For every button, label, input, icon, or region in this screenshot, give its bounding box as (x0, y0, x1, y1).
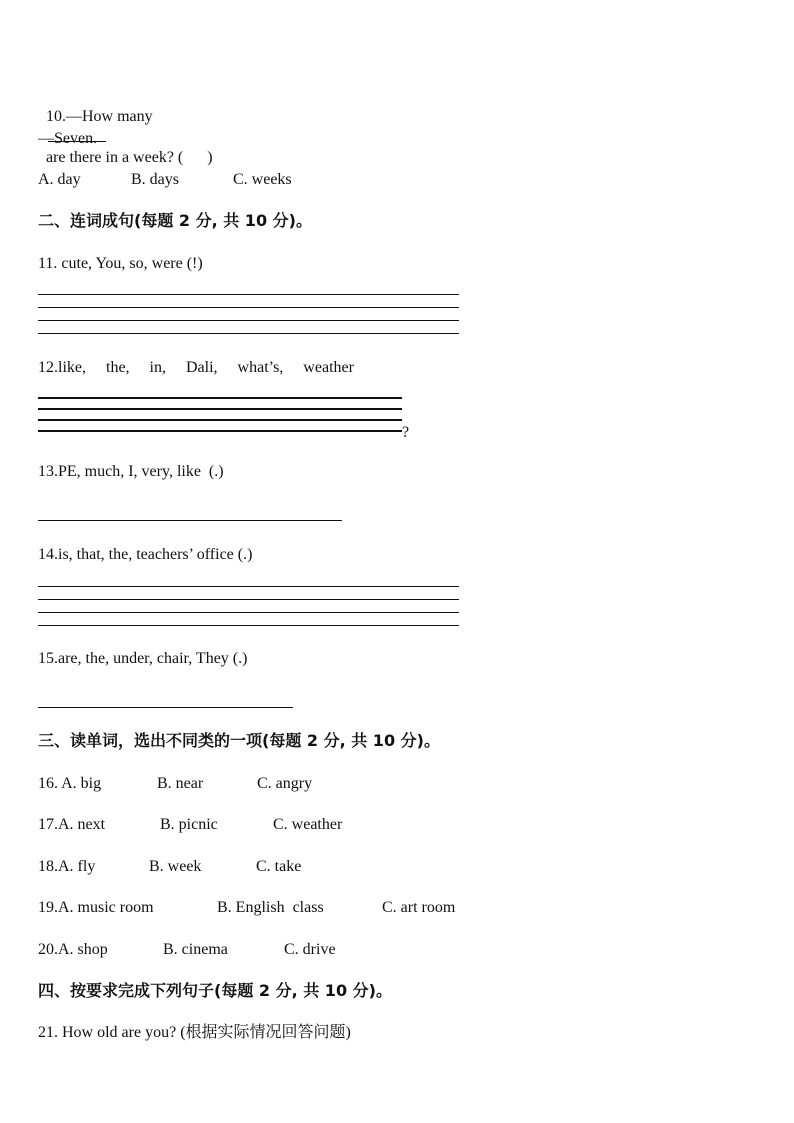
question-mark: ? (402, 424, 410, 441)
answer-line[interactable] (38, 294, 459, 295)
question-20-option-c: C. drive (284, 941, 336, 958)
question-18-option-a: 18.A. fly (38, 858, 96, 875)
answer-line (38, 599, 459, 600)
answer-line[interactable] (38, 586, 459, 587)
answer-line (38, 408, 402, 410)
answer-line (38, 612, 459, 613)
question-10 (38, 87, 213, 168)
question-19-option-a: 19.A. music room (38, 899, 154, 916)
question-10-prefix: 10.—How many (46, 108, 153, 125)
question-10-suffix: are there in a week? ( ) (46, 149, 213, 166)
question-16-option-a: 16. A. big (38, 775, 102, 792)
question-11: 11. cute, You, so, were (!) (38, 255, 203, 272)
question-18-option-b: B. week (149, 858, 202, 875)
question-14: 14.is, that, the, teachers’ office (.) (38, 546, 253, 563)
answer-line[interactable] (38, 520, 342, 521)
question-20-option-b: B. cinema (163, 941, 228, 958)
option-c: C. weeks (233, 171, 292, 188)
option-a: A. day (38, 171, 81, 188)
answer-line (38, 625, 459, 626)
answer-line[interactable] (38, 397, 402, 399)
answer-line (38, 419, 402, 421)
section-4-header: 四、按要求完成下列句子(每题 2 分, 共 10 分)。 (38, 981, 392, 1000)
question-19-option-b: B. English class (217, 899, 324, 916)
question-18-option-c: C. take (256, 858, 302, 875)
question-15: 15.are, the, under, chair, They (.) (38, 650, 248, 667)
question-17-option-c: C. weather (273, 816, 343, 833)
answer-line (38, 320, 459, 321)
question-10-answer: —Seven. (38, 130, 98, 147)
question-17-option-a: 17.A. next (38, 816, 106, 833)
question-16-option-b: B. near (157, 775, 204, 792)
answer-line (38, 307, 459, 308)
option-b: B. days (131, 171, 179, 188)
section-2-header: 二、连词成句(每题 2 分, 共 10 分)。 (38, 211, 312, 230)
question-19-option-c: C. art room (382, 899, 456, 916)
question-17-option-b: B. picnic (160, 816, 218, 833)
question-21: 21. How old are you? (根据实际情况回答问题) (38, 1024, 351, 1041)
question-20-option-a: 20.A. shop (38, 941, 108, 958)
question-13: 13.PE, much, I, very, like (.) (38, 463, 224, 480)
answer-line (38, 333, 459, 334)
question-16-option-c: C. angry (257, 775, 313, 792)
section-3-header: 三、读单词，选出不同类的一项(每题 2 分, 共 10 分)。 (38, 731, 440, 750)
question-12: 12.like, the, in, Dali, what’s, weather (38, 359, 354, 376)
answer-line[interactable] (38, 707, 293, 708)
answer-line (38, 430, 402, 432)
